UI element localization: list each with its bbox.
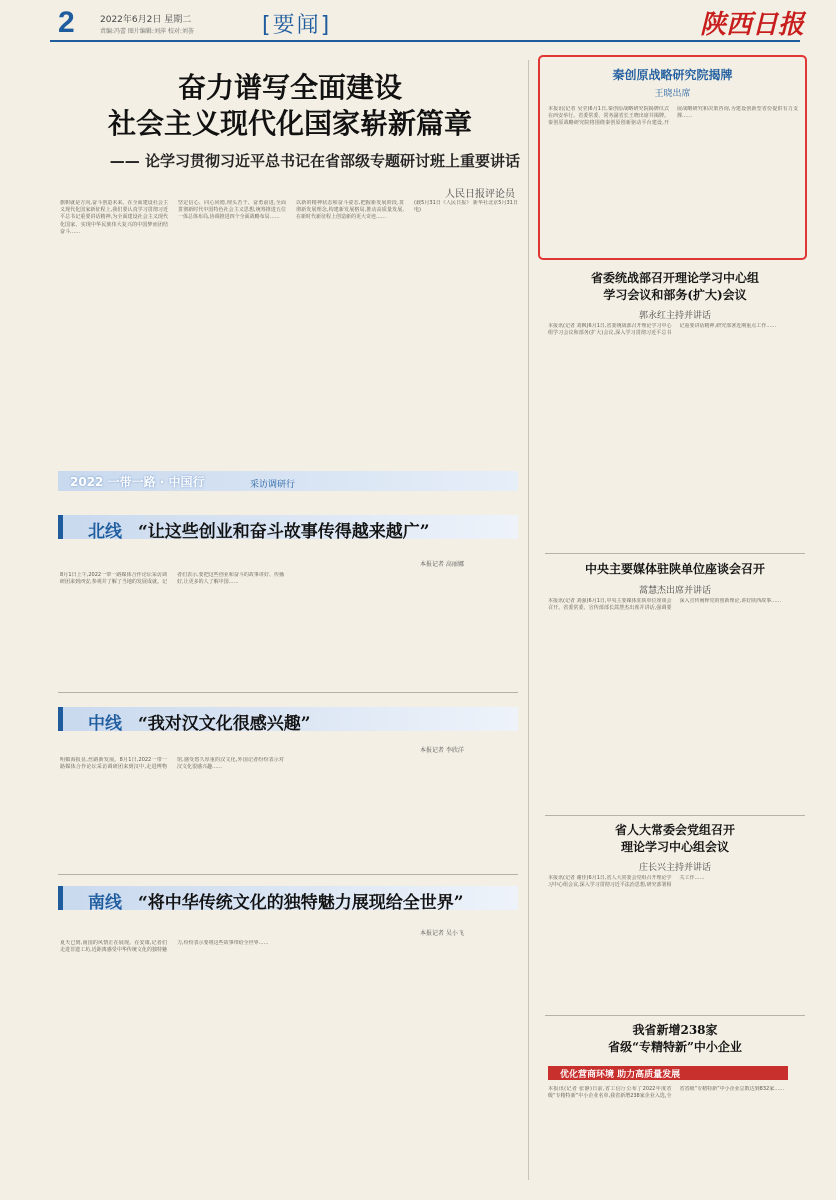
campaign-banner-author: 采访调研行 xyxy=(250,480,296,490)
nanxian-body: 夏天已到,南国的风情正在展现。在安康,记者们走进非遗工坊,近距离感受中华传统文化的独特魅力,纷纷表示要将这些故事带给全世界…… xyxy=(60,940,269,954)
section-divider xyxy=(545,815,805,816)
renda-title-line1: 省人大常委会党组召开 xyxy=(614,823,735,837)
zhuanjing-title-line2: 省级“专精特新”中小企业 xyxy=(608,1040,742,1054)
renda-body: 本报讯(记者 谢佳)6月1日,省人大常委会党组召开理论学习中心组会议,深入学习贯彻习近平法治思想,研究部署相关工作…… xyxy=(548,875,705,889)
beixian-title: “让这些创业和奋斗故事传得越来越广” xyxy=(138,522,430,542)
zhongxian-byline: 本报记者 李欣洋 xyxy=(420,747,464,754)
section-divider xyxy=(58,874,518,875)
media-body: 本报讯(记者 刘强)6月1日,中央主要媒体驻陕单位座谈会召开。省委常委、宣传部部长蒿慧杰出席并讲话,强调要深入宣传阐释党的创新理论,讲好陕西故事…… xyxy=(548,598,782,612)
lead-subtitle: —— 论学习贯彻习近平总书记在省部级专题研讨班上重要讲话 xyxy=(109,152,520,170)
media-author: 蒿慧杰出席并讲话 xyxy=(638,586,711,596)
zhongxian-title: “我对汉文化很感兴趣” xyxy=(138,714,311,734)
zhongxian-body: 明媚海报显,丝路新发展。8月1日,2022一带一路媒体合作论坛采访调研团来到汉中,走进博物馆,感受悠久厚重的汉文化,外国记者纷纷表示对汉文化很感兴趣…… xyxy=(60,757,284,771)
media-title: 中央主要媒体驻陕单位座谈会召开 xyxy=(584,562,765,576)
zhongxin-title xyxy=(545,270,805,304)
beixian-body: 8月1日上午,2022一带一路媒体合作论坛采访调研团来到西安,参观并了解了当地的发展成就。记者们表示,要把这些创业和奋斗的故事讲好、传播好,让更多的人了解中国…… xyxy=(60,572,284,586)
lead-headline xyxy=(60,70,520,142)
zhuanjing-title-line1: 我省新增238家 xyxy=(632,1023,718,1037)
section-name: [要闻] xyxy=(262,13,332,38)
lead-column-3: 以新的精神状态和奋斗姿态,把握新发展阶段,贯彻新发展理念,构建新发展格局,推动高质量发展,在新时代新征程上创造新的更大奇迹…… xyxy=(296,200,404,221)
newspaper-logo: 陕西日报 xyxy=(700,10,805,40)
section-divider xyxy=(545,553,805,554)
lead-column-4: (载5月31日《人民日报》 新华社北京5月31日电) xyxy=(414,200,518,214)
zhuanjing-body: 本报讯(记者 张静)日前,省工信厅公布了2022年度省级“专精特新”中小企业名单,我省新增238家企业入选,全省省级“专精特新”中小企业总数达到832家…… xyxy=(548,1086,785,1100)
lead-headline-line1: 奋力谱写全面建设 xyxy=(177,71,402,104)
zhongxin-body: 本报讯(记者 刘枫)6月1日,省委统战部召开理论学习中心组学习会议和部务(扩大)会议,深入学习贯彻习近平总书记重要讲话精神,研究部署近期重点工作…… xyxy=(548,323,777,337)
section-divider xyxy=(58,692,518,693)
editors-line: 责编:冯蕾 图片编辑:刘萍 校对:刘荟 xyxy=(100,28,194,35)
zhuanjing-badge-text: 优化营商环境 助力高质量发展 xyxy=(560,1070,681,1080)
campaign-banner-title: 2022 一带一路 · 中国行 xyxy=(70,475,205,489)
lead-column-2: 坚定信心、同心同德,埋头苦干、奋勇前进,全面贯彻新时代中国特色社会主义思想,统筹推进五位一体总体布局,协调推进四个全面战略布局…… xyxy=(178,200,286,221)
zhongxin-title-line2: 学习会议和部务(扩大)会议 xyxy=(603,288,747,302)
nanxian-byline: 本报记者 吴小飞 xyxy=(420,930,464,937)
nanxian-label: 南线 xyxy=(88,893,122,913)
issue-date: 2022年6月2日 星期二 xyxy=(100,15,192,25)
qinchuang-body: 本报讯(记者 吴莹)6月1日,秦创原战略研究院揭牌仪式在西安举行。省委常委、常务副省长王晓出席并揭牌。秦创原战略研究院将围绕秦创原创新驱动平台建设,开展战略研究和决策咨询,为建设创新型省份提供有力支撑…… xyxy=(548,106,798,127)
lead-column-1: 旗帜就是方向,奋斗创造未来。在全面建设社会主义现代化国家新征程上,我们要认真学习贯彻习近平总书记重要讲话精神,为全面建设社会主义现代化国家、实现中华民族伟大复兴的中国梦而团结奋斗…… xyxy=(60,200,168,235)
column-divider xyxy=(528,60,529,1180)
page-number: 2 xyxy=(58,6,75,39)
zhongxian-label: 中线 xyxy=(88,714,122,734)
lead-author: 人民日报评论员 xyxy=(445,189,515,200)
beixian-label: 北线 xyxy=(88,522,122,542)
zhuanjing-title xyxy=(545,1022,805,1056)
lead-headline-line2: 社会主义现代化国家崭新篇章 xyxy=(107,107,472,140)
renda-author: 庄长兴主持并讲话 xyxy=(638,863,711,873)
masthead-rule xyxy=(50,40,800,42)
zhongxin-author: 郭永红主持并讲话 xyxy=(638,311,711,321)
qinchuang-title: 秦创原战略研究院揭牌 xyxy=(612,68,733,82)
renda-title xyxy=(545,822,805,856)
qinchuang-author: 王晓出席 xyxy=(654,89,691,99)
renda-title-line2: 理论学习中心组会议 xyxy=(620,840,729,854)
beixian-byline: 本报记者 高丽娜 xyxy=(420,561,464,568)
zhongxin-title-line1: 省委统战部召开理论学习中心组 xyxy=(590,271,759,285)
section-divider xyxy=(545,1015,805,1016)
nanxian-title: “将中华传统文化的独特魅力展现给全世界” xyxy=(138,893,464,913)
